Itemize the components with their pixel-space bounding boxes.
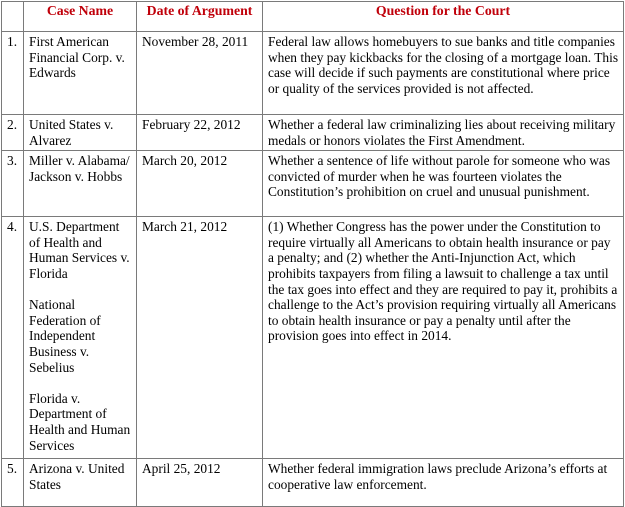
argument-date: November 28, 2011 bbox=[137, 32, 263, 115]
case-name-cell bbox=[24, 32, 137, 115]
table-row bbox=[2, 32, 624, 115]
table-row bbox=[2, 115, 624, 151]
case-name: Miller v. Alabama/ Jackson v. Hobbs bbox=[29, 153, 130, 184]
case-name-cell bbox=[24, 115, 137, 151]
row-number: 3. bbox=[2, 151, 24, 217]
header-question-for-the-court: Question for the Court bbox=[263, 2, 624, 32]
case-name: Florida v. Department of Health and Human Services bbox=[29, 390, 131, 453]
case-name-cell bbox=[24, 151, 137, 217]
argument-date: March 21, 2012 bbox=[137, 217, 263, 459]
row-number: 2. bbox=[2, 115, 24, 151]
argument-date: March 20, 2012 bbox=[137, 151, 263, 217]
question-text: Whether a federal law criminalizing lies about receiving military medals or honors violates the First Amendment. bbox=[263, 115, 624, 151]
case-name-cell bbox=[24, 459, 137, 507]
case-name: Arizona v. United States bbox=[29, 461, 125, 492]
argument-date: February 22, 2012 bbox=[137, 115, 263, 151]
question-text: (1) Whether Congress has the power under the Constitution to require virtually all Americans to obtain health insurance or pay a penalty; and (2) whether the Anti-Injunction Act, which prohibits taxpayers from filing a lawsuit to challenge a tax until the tax goes into effect and they are required to pay it, prohibits a challenge to the Act’s provision requiring virtually all Americans to obtain health insurance or pay a penalty until after the provision goes into effect in 2014. bbox=[263, 217, 624, 459]
header-date-of-argument: Date of Argument bbox=[137, 2, 263, 32]
table-row bbox=[2, 217, 624, 459]
header-case-name: Case Name bbox=[24, 2, 137, 32]
header-number bbox=[2, 2, 24, 32]
case-name-cell bbox=[24, 217, 137, 459]
question-text: Whether federal immigration laws preclude Arizona’s efforts at cooperative law enforcement. bbox=[263, 459, 624, 507]
cases-table bbox=[1, 1, 624, 507]
case-name: National Federation of Independent Business v. Sebelius bbox=[29, 297, 101, 375]
table-row bbox=[2, 151, 624, 217]
argument-date: April 25, 2012 bbox=[137, 459, 263, 507]
case-name: U.S. Department of Health and Human Services v. Florida bbox=[29, 219, 130, 281]
header-row bbox=[2, 2, 624, 32]
table-row bbox=[2, 459, 624, 507]
row-number: 4. bbox=[2, 217, 24, 459]
row-number: 1. bbox=[2, 32, 24, 115]
case-name: United States v. Alvarez bbox=[29, 117, 114, 148]
case-name: First American Financial Corp. v. Edwards bbox=[29, 34, 125, 81]
question-text: Federal law allows homebuyers to sue banks and title companies when they pay kickbacks for the closing of a mortgage loan. This case will decide if such payments are constitutional where price or quality of the services provided is not affected. bbox=[263, 32, 624, 115]
row-number: 5. bbox=[2, 459, 24, 507]
question-text: Whether a sentence of life without parole for someone who was convicted of murder when he was fourteen violates the Constitution’s prohibition on cruel and unusual punishment. bbox=[263, 151, 624, 217]
